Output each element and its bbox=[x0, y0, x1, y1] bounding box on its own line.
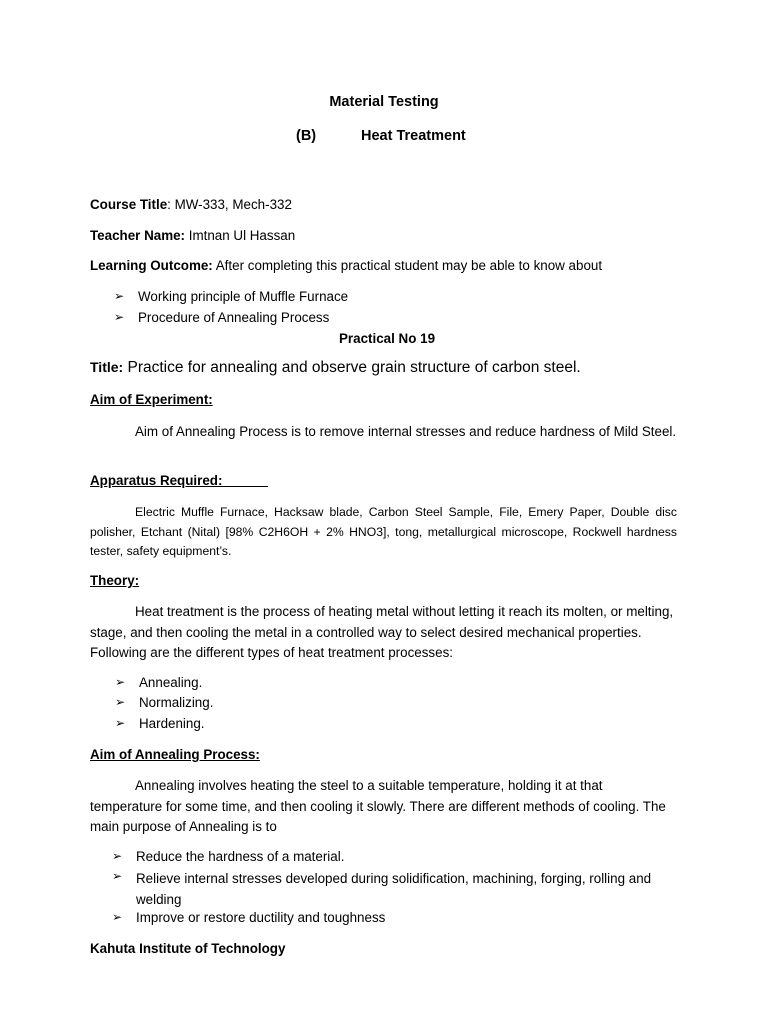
teacher-name-label: Teacher Name: bbox=[90, 228, 186, 243]
arrowhead-bullet-icon: ➢ bbox=[114, 310, 125, 324]
section-title: Heat Treatment bbox=[361, 128, 466, 144]
process-item: Normalizing. bbox=[139, 695, 214, 710]
aim-text: Aim of Annealing Process is to remove internal stresses and reduce hardness of Mild Steel. bbox=[135, 424, 677, 439]
outcome-item: Working principle of Muffle Furnace bbox=[138, 289, 349, 304]
theory-text: Heat treatment is the process of heating metal without letting it reach its molten, or melting, stage, and then cooling the metal in a controlled way to select desired mechanical properties. Following are the different types of heat treatment processes: bbox=[90, 604, 674, 660]
practical-title-line bbox=[90, 359, 581, 377]
practical-number: Practical No 19 bbox=[339, 331, 436, 346]
apparatus-paragraph bbox=[90, 503, 677, 562]
annealing-paragraph bbox=[90, 776, 677, 838]
section-label: (B) bbox=[296, 128, 317, 144]
arrowhead-bullet-icon: ➢ bbox=[112, 869, 123, 883]
teacher-name-value: Imtnan Ul Hassan bbox=[185, 228, 296, 243]
purpose-item: Improve or restore ductility and toughness bbox=[136, 910, 386, 925]
annealing-text: Annealing involves heating the steel to a suitable temperature, holding it at that temperature for some time, and then cooling it slowly. There are different methods of cooling. The main purpose of Annealing is to bbox=[90, 778, 666, 834]
arrowhead-bullet-icon: ➢ bbox=[115, 716, 126, 730]
apparatus-heading bbox=[90, 473, 268, 488]
learning-outcome-line bbox=[90, 258, 602, 273]
arrowhead-bullet-icon: ➢ bbox=[115, 675, 126, 689]
arrowhead-bullet-icon: ➢ bbox=[115, 695, 126, 709]
teacher-name-line bbox=[90, 228, 295, 243]
purpose-item: Reduce the hardness of a material. bbox=[136, 849, 345, 864]
theory-paragraph bbox=[90, 602, 677, 664]
theory-heading: Theory: bbox=[90, 573, 140, 588]
annealing-heading: Aim of Annealing Process: bbox=[90, 747, 260, 762]
arrowhead-bullet-icon: ➢ bbox=[114, 289, 125, 303]
apparatus-heading-text: Apparatus Required: bbox=[90, 473, 223, 488]
document-title: Material Testing bbox=[329, 94, 439, 110]
learning-outcome-label: Learning Outcome: bbox=[90, 258, 213, 273]
outcome-item: Procedure of Annealing Process bbox=[138, 310, 330, 325]
course-title-line bbox=[90, 197, 292, 212]
apparatus-text: Electric Muffle Furnace, Hacksaw blade, Carbon Steel Sample, File, Emery Paper, Double disc polisher, Etchant (Nital) [98% C2H6OH + 2% HNO3], tong, metallurgical microscope, Rockwell hardness tester, safety equipment’s. bbox=[90, 505, 677, 558]
course-title-label: Course Title bbox=[90, 197, 168, 212]
arrowhead-bullet-icon: ➢ bbox=[112, 910, 123, 924]
purpose-item: Relieve internal stresses developed during solidification, machining, forging, rolling and welding bbox=[136, 871, 652, 907]
process-item: Hardening. bbox=[139, 716, 205, 731]
institute-footer: Kahuta Institute of Technology bbox=[90, 941, 286, 956]
arrowhead-bullet-icon: ➢ bbox=[112, 849, 123, 863]
learning-outcome-value: After completing this practical student may be able to know about bbox=[212, 258, 603, 273]
course-title-value: : MW-333, Mech-332 bbox=[167, 197, 292, 212]
aim-paragraph bbox=[90, 422, 677, 443]
heading-underline bbox=[222, 486, 268, 487]
practical-title-label: Title: bbox=[90, 359, 124, 375]
process-item: Annealing. bbox=[139, 675, 203, 690]
aim-heading: Aim of Experiment: bbox=[90, 392, 213, 407]
practical-title-value: Practice for annealing and observe grain structure of carbon steel. bbox=[123, 359, 581, 376]
